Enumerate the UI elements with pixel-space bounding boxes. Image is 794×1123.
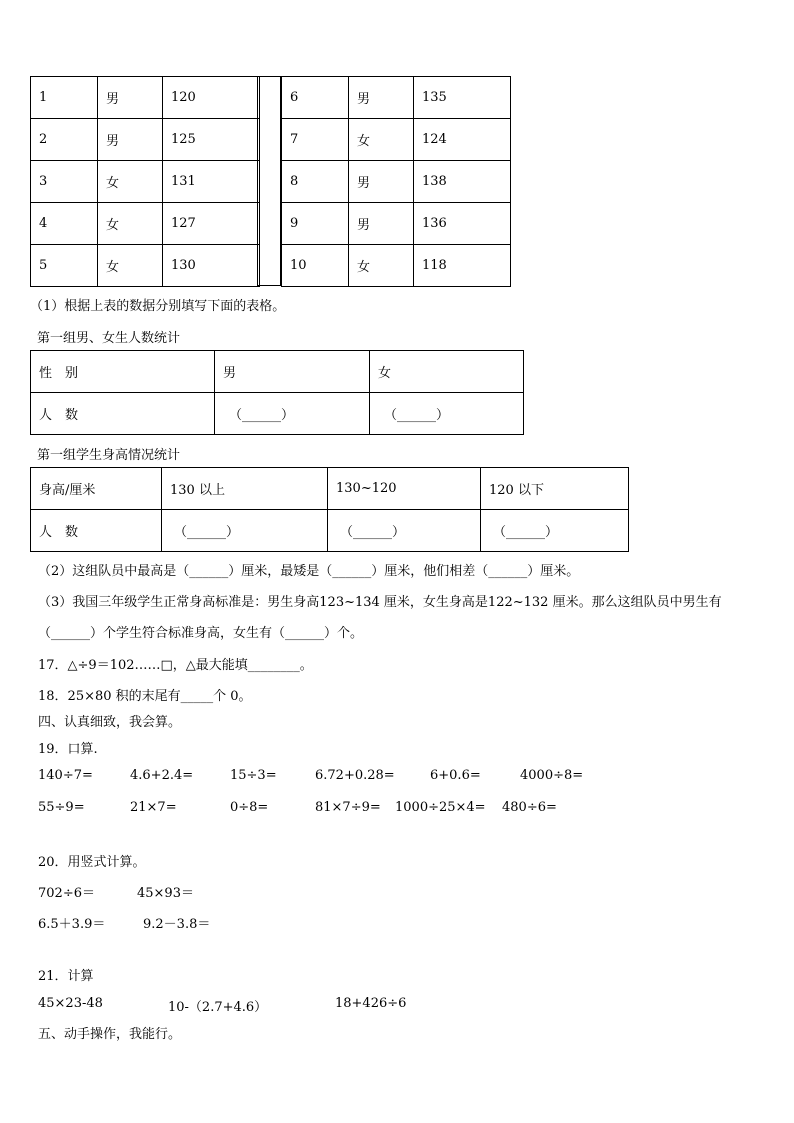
question-16-2: （2）这组队员中最高是（______）厘米，最矮是（______）厘米，他们相差（______）厘米。 (38, 564, 580, 579)
table-cell: 118 (414, 245, 511, 287)
table-header-cell: 120 以下 (481, 468, 629, 510)
answer-blank[interactable]: （______） (481, 510, 629, 552)
oral-calc-item: 140÷7= (38, 768, 93, 783)
oral-calc-item: 4.6+2.4= (130, 768, 194, 783)
answer-blank[interactable]: （______） (162, 510, 328, 552)
section-4-heading: 四、认真细致，我会算。 (38, 715, 182, 730)
question-21: 21．计算 (38, 969, 94, 984)
table-cell: 138 (414, 161, 511, 203)
table-cell: 女 (98, 203, 163, 245)
vertical-calc-item: 702÷6＝ (38, 886, 95, 901)
table-cell: 7 (282, 119, 349, 161)
table-cell: 124 (414, 119, 511, 161)
oral-calc-item: 55÷9= (38, 800, 85, 815)
table-cell: 131 (163, 161, 260, 203)
table-cell: 男 (349, 77, 414, 119)
answer-blank[interactable]: （______） (215, 393, 370, 435)
vertical-calc-item: 6.5＋3.9＝ (38, 917, 106, 932)
gender-table-title: 第一组男、女生人数统计 (37, 331, 181, 346)
height-data-table-right (281, 76, 511, 287)
table-row-label: 人 数 (31, 510, 162, 552)
table-cell: 男 (98, 77, 163, 119)
table-cell: 女 (349, 119, 414, 161)
table-header-cell: 130 以上 (162, 468, 328, 510)
calc-row (0, 996, 794, 1016)
height-data-table-left (30, 76, 260, 287)
table-cell: 6 (282, 77, 349, 119)
oral-calc-row-1 (0, 768, 794, 788)
oral-calc-item: 0÷8= (230, 800, 269, 815)
table-cell: 男 (98, 119, 163, 161)
table-cell: 127 (163, 203, 260, 245)
table-cell: 9 (282, 203, 349, 245)
vertical-calc-item: 45×93＝ (137, 886, 194, 901)
table-cell: 136 (414, 203, 511, 245)
oral-calc-item: 21×7= (130, 800, 177, 815)
vertical-calc-item: 9.2－3.8＝ (143, 917, 211, 932)
question-19: 19．口算. (38, 742, 98, 757)
table-cell: 女 (349, 245, 414, 287)
table-cell: 男 (349, 161, 414, 203)
oral-calc-item: 4000÷8= (520, 768, 584, 783)
height-table-title: 第一组学生身高情况统计 (37, 448, 181, 463)
table-header-cell: 130~120 (328, 468, 481, 510)
answer-blank[interactable]: （______） (370, 393, 524, 435)
table-cell: 女 (98, 245, 163, 287)
table-cell: 2 (31, 119, 98, 161)
table-header-cell: 女 (370, 351, 524, 393)
question-17: 17．△÷9＝102……□，△最大能填________。 (38, 658, 313, 673)
vertical-calc-row-2 (0, 913, 794, 933)
gender-count-table (30, 350, 524, 435)
oral-calc-row-2 (0, 800, 794, 820)
table-cell: 125 (163, 119, 260, 161)
table-separator (257, 76, 281, 286)
table-row-label: 人 数 (31, 393, 215, 435)
answer-blank[interactable]: （______） (328, 510, 481, 552)
table-cell: 120 (163, 77, 260, 119)
question-16-3-line2: （______）个学生符合标准身高，女生有（______）个。 (38, 626, 364, 641)
table-cell: 10 (282, 245, 349, 287)
question-16-3-line1: （3）我国三年级学生正常身高标准是：男生身高123~134 厘米，女生身高是122~132 厘米。那么这组队员中男生有 (38, 595, 722, 610)
table-header-cell: 男 (215, 351, 370, 393)
question-20: 20．用竖式计算。 (38, 855, 146, 870)
oral-calc-item: 81×7÷9= (315, 800, 381, 815)
oral-calc-item: 6.72+0.28= (315, 768, 395, 783)
oral-calc-item: 480÷6= (502, 800, 557, 815)
oral-calc-item: 1000÷25×4= (395, 800, 486, 815)
table-cell: 8 (282, 161, 349, 203)
oral-calc-item: 6+0.6= (430, 768, 481, 783)
table-cell: 男 (349, 203, 414, 245)
vertical-calc-row-1 (0, 882, 794, 902)
question-18: 18．25×80 积的末尾有_____个 0。 (38, 689, 252, 704)
table-cell: 3 (31, 161, 98, 203)
calc-item: 18+426÷6 (335, 996, 407, 1011)
table-cell: 135 (414, 77, 511, 119)
table-cell: 5 (31, 245, 98, 287)
table-cell: 1 (31, 77, 98, 119)
oral-calc-item: 15÷3= (230, 768, 277, 783)
table-cell: 女 (98, 161, 163, 203)
table-cell: 4 (31, 203, 98, 245)
section-5-heading: 五、动手操作，我能行。 (38, 1027, 182, 1042)
question-16-1: （1）根据上表的数据分别填写下面的表格。 (30, 299, 286, 314)
calc-item: 45×23-48 (38, 996, 103, 1011)
table-header-cell: 性 别 (31, 351, 215, 393)
table-header-cell: 身高/厘米 (31, 468, 162, 510)
table-cell: 130 (163, 245, 260, 287)
calc-item: 10-（2.7+4.6） (168, 1000, 268, 1015)
height-range-table (30, 467, 629, 552)
